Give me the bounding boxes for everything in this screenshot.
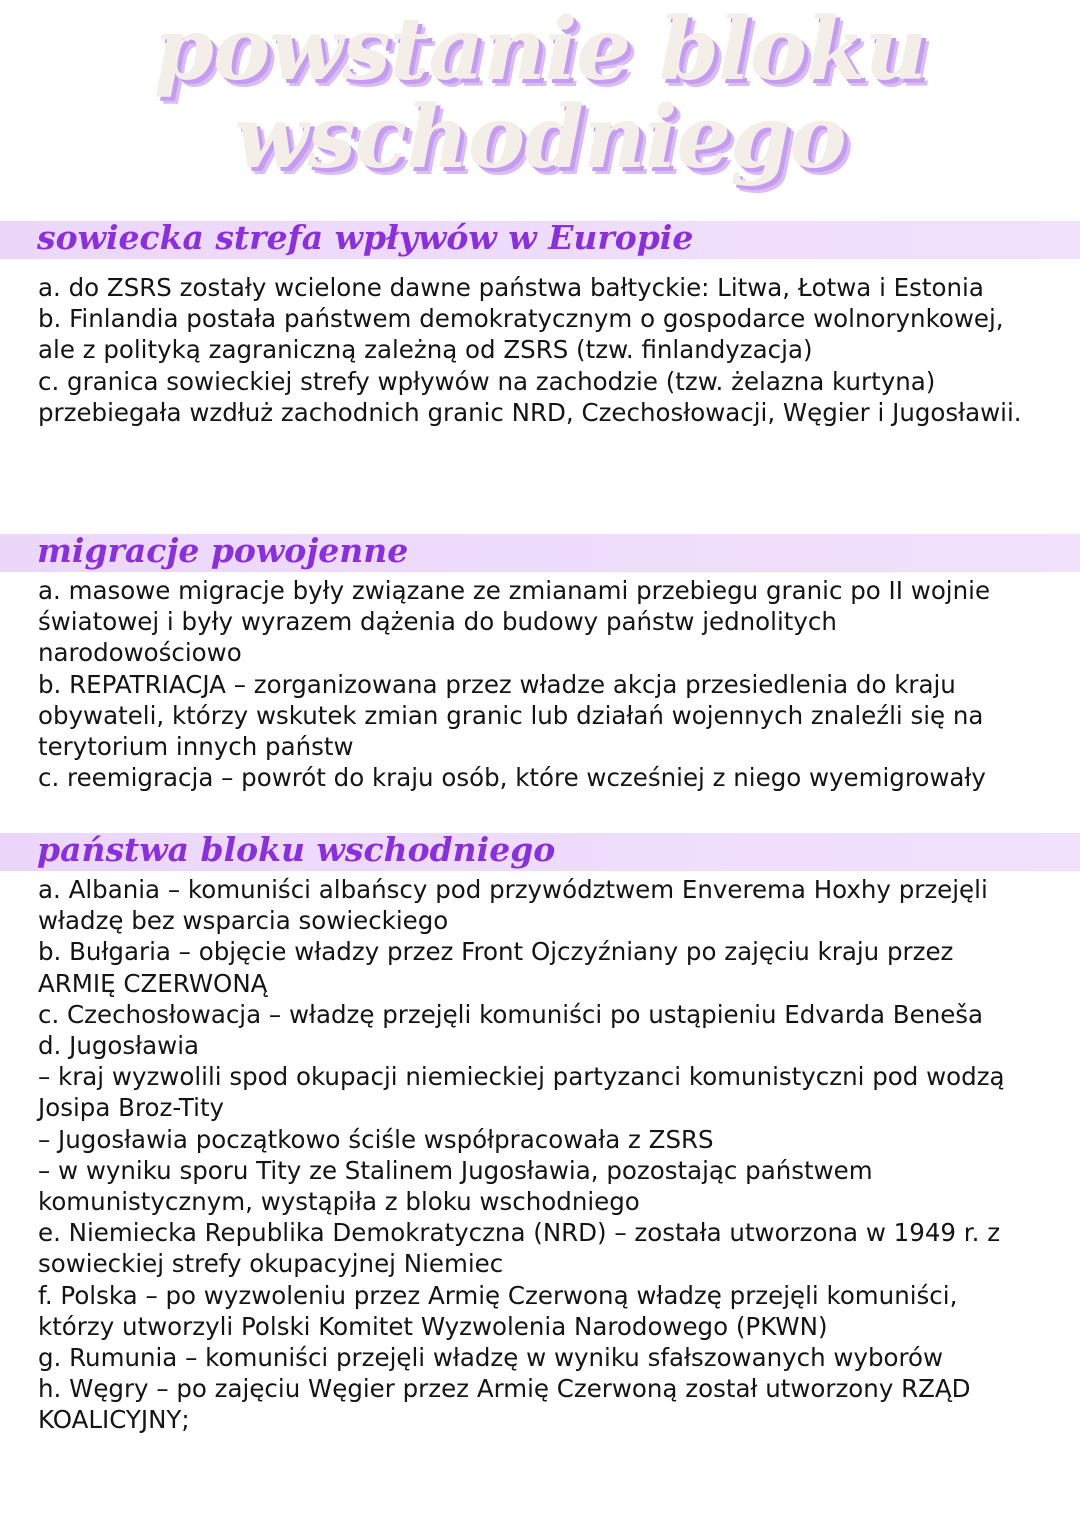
list-item: c. Czechosłowacja – władzę przejęli komuniści po ustąpieniu Edvarda Beneša [38,999,984,1029]
list-item: a. Albania – komuniści albańscy pod przywództwem Enverema Hoxhy przejęli władzę bez wsparcia sowieckiego [38,875,988,936]
list-item: c. granica sowieckiej strefy wpływów na zachodzie (tzw. żelazna kurtyna) przebiegała wzdłuż zachodnich granic NRD, Czechosłowacji, Węgier i Jugosławii. [38,366,1022,427]
list-item: a. do ZSRS zostały wcielone dawne państwa bałtyckie: Litwa, Łotwa i Estonia [38,273,984,302]
list-item: d. Jugosławia [38,1031,200,1061]
list-item: – Jugosławia początkowo ściśle współpracowała z ZSRS [38,1124,714,1154]
page-title-line-1: powstanie bloku [153,0,927,100]
section-heading: sowiecka strefa wpływów w Europie [37,218,694,257]
section-body-soviet-sphere [38,272,1038,428]
list-item: g. Rumunia – komuniści przejęli władzę w wyniku sfałszowanych wyborów [38,1343,944,1373]
list-item: h. Węgry – po zajęciu Węgier przez Armię Czerwoną został utworzony RZĄD KOALICYJNY; [38,1374,971,1435]
section-heading: państwa bloku wschodniego [37,830,556,869]
section-header-eastern-bloc-states [0,830,1080,871]
list-item: b. REPATRIACJA – zorganizowana przez władze akcja przesiedlenia do kraju obywateli, którzy wskutek zmian granic lub działań wojennych znaleźli się na terytorium innych państw [38,669,984,762]
page-title [0,0,1080,188]
section-body-eastern-bloc-states [38,874,1038,1436]
list-item: b. Finlandia postała państwem demokratycznym o gospodarce wolnorynkowej, ale z polityką zagraniczną zależną od ZSRS (tzw. finlandyzacja) [38,304,1004,365]
section-header-migrations [0,531,1080,572]
section-body-migrations [38,575,1038,793]
page-title-line-2: wschodniego [234,87,846,188]
section-header-soviet-sphere [0,218,1080,259]
list-item: f. Polska – po wyzwoleniu przez Armię Czerwoną władzę przejęli komuniści, którzy utworzyli Polski Komitet Wyzwolenia Narodowego (PKWN) [38,1280,958,1341]
list-item: e. Niemiecka Republika Demokratyczna (NRD) – została utworzona w 1949 r. z sowieckiej strefy okupacyjnej Niemiec [38,1218,1001,1279]
list-item: – w wyniku sporu Tity ze Stalinem Jugosławia, pozostając państwem komunistycznym, wystąpiła z bloku wschodniego [38,1155,873,1217]
list-item: b. Bułgaria – objęcie władzy przez Front Ojczyźniany po zajęciu kraju przez ARMIĘ CZERWONĄ [38,937,954,998]
section-heading: migracje powojenne [37,531,409,570]
list-item: a. masowe migracje były związane ze zmianami przebiegu granic po II wojnie światowej i były wyrazem dążenia do budowy państw jednolitych narodowościowo [38,576,991,668]
list-item: – kraj wyzwolili spod okupacji niemieckiej partyzanci komunistyczni pod wodzą Josipa Broz-Tity [38,1062,1005,1123]
list-item: c. reemigracja – powrót do kraju osób, które wcześniej z niego wyemigrowały [38,763,986,793]
